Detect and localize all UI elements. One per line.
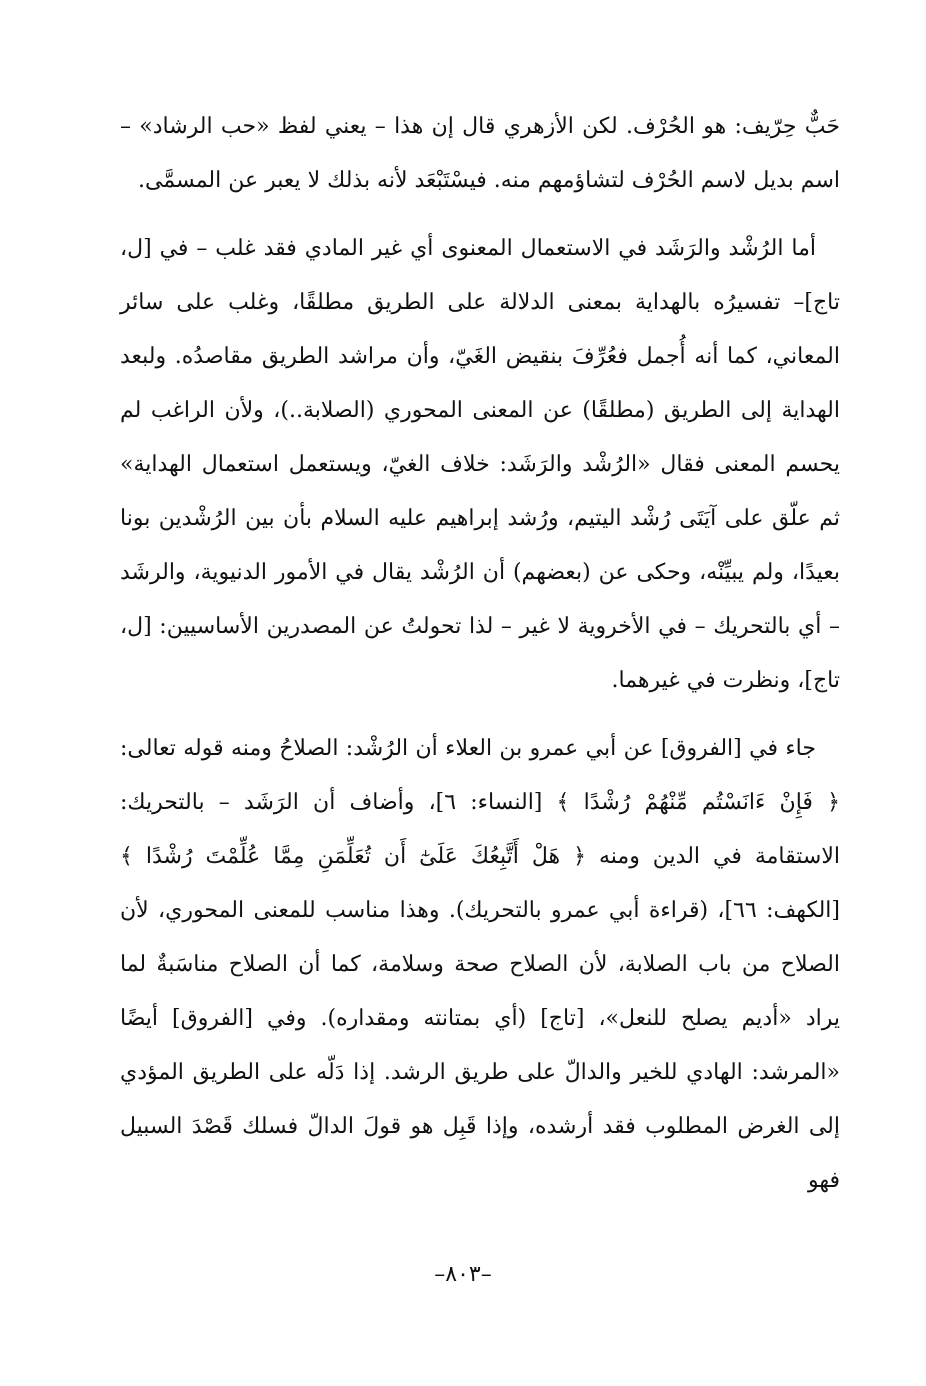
paragraph-3: جاء في [الفروق] عن أبي عمرو بن العلاء أن الرُشْد: الصلاحُ ومنه قوله تعالى: ﴿ فَإِنْ ءَانَسْتُم مِّنْهُمْ رُشْدًا ﴾ [النساء: ٦]، وأضاف أن الرَشَد – بالتحريك: الاستقامة في الدين ومنه ﴿ هَلْ أَتَّبِعُكَ عَلَىٰٓ أَن تُعَلِّمَنِ مِمَّا عُلِّمْتَ رُشْدًا ﴾ [الكهف: ٦٦]، (قراءة أبي عمرو بالتحريك). وهذا مناسب للمعنى المحوري، لأن الصلاح من باب الصلابة، لأن الصلاح صحة وسلامة، كما أن الصلاح مناسَبةٌ لما يراد «أديم يصلح للنعل»، [تاج] (أي بمتانته ومقداره). وفي [الفروق] أيضًا «المرشد: الهادي للخير والدالّ على طريق الرشد. إذا دَلّه على الطريق المؤدي إلى الغرض المطلوب فقد أرشده، وإذا قَبِل هو قولَ الدالّ فسلك قَصْدَ السبيل فهو [120,736,840,1193]
page-number: –٨٠٣– [434,1262,492,1287]
paragraph-1: حَبٌّ حِرّيف: هو الحُرْف. لكن الأزهري قال إن هذا – يعني لفظ «حب الرشاد» – اسم بديل لاسم الحُرْف لتشاؤمهم منه. فيسْتَبْعَد لأنه بذلك لا يعبر عن المسمَّى. [120,114,840,193]
paragraph-2: أما الرُشْد والرَشَد في الاستعمال المعنوى أي غير المادي فقد غلب – في [ل، تاج]– تفسيرُه بالهداية بمعنى الدلالة على الطريق مطلقًا، وغلب على سائر المعاني، كما أنه أُجمل فعُرِّفَ بنقيض الغَيّ، وأن مراشد الطريق مقاصدُه. ولبعد الهداية إلى الطريق (مطلقًا) عن المعنى المحوري (الصلابة..)، ولأن الراغب لم يحسم المعنى فقال «الرُشْد والرَشَد: خلاف الغيّ، ويستعمل استعمال الهداية» ثم علّق على آيَتَى رُشْد اليتيم، ورُشد إبراهيم عليه السلام بأن بين الرُشْدين بونا بعيدًا، ولم يبيِّنْه، وحكى عن (بعضهم) أن الرُشْد يقال في الأمور الدنيوية، والرشَد – أي بالتحريك – في الأخروية لا غير – لذا تحولتُ عن المصدرين الأساسيين: [ل، تاج]، ونظرت في غيرهما. [120,236,840,693]
page-body [120,100,840,1250]
